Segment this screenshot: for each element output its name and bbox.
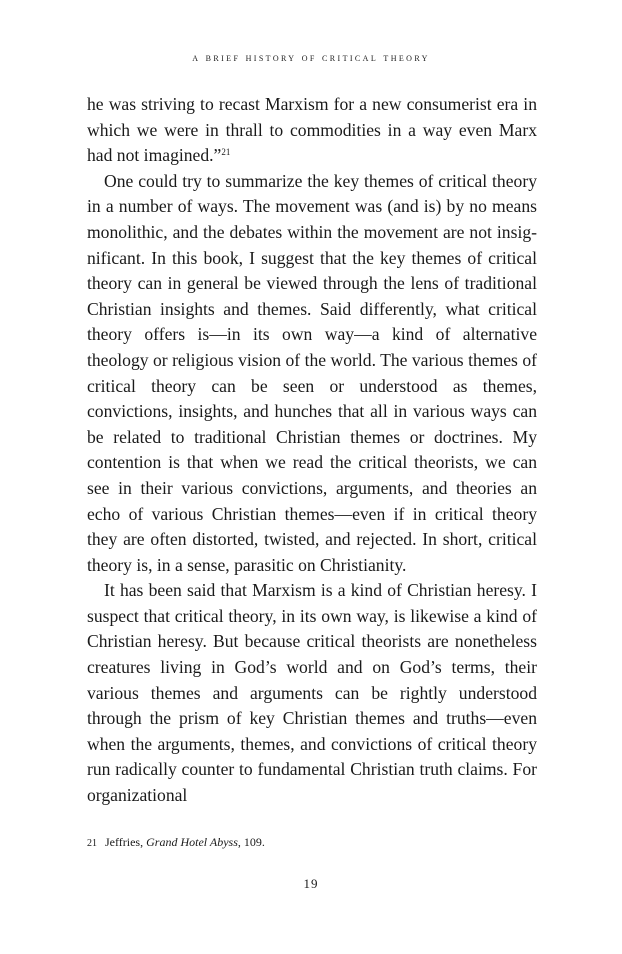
footnote-author: Jeffries, (105, 835, 144, 849)
page-number: 19 (303, 876, 319, 891)
footnote-page: , 109. (237, 835, 265, 849)
footnote-reference[interactable]: 21 (221, 147, 231, 158)
paragraph-1-text: he was striving to recast Marxism for a new consumerist era in which we were in thrall to commodities in a way even Marx had not imagined.” (87, 94, 537, 166)
paragraph-1 (87, 92, 537, 169)
paragraph-3: It has been said that Marxism is a kind of Christian heresy. I suspect that critical theory, in its own way, is likewise a kind of Christian heresy. But because critical theorists are nonetheless creatures living in God’s world and on God’s terms, their various themes and arguments can be rightly understood through the prism of key Christian themes and truths—even when the arguments, themes, and convictions of critical theory run radically counter to fundamental Christian truth claims. For organizational (87, 580, 537, 806)
footnote-number: 21 (87, 838, 97, 849)
body-text (87, 92, 537, 809)
footnote-title: Grand Hotel Abyss (146, 835, 238, 849)
running-head: a brief history of critical theory (192, 52, 430, 64)
footnote (87, 834, 537, 852)
paragraph-2: One could try to summarize the key themes of critical theory in a number of ways. The movement was (and is) by no means monolithic, and the debates within the movement are not insignificant. In this book, I suggest that the key themes of critical theory can in general be viewed through the lens of traditional Christian insights and themes. Said differently, what critical theory offers is—in its own way—a kind of alternative theology or religious vision of the world. The various themes of critical theory can be seen or understood as themes, convictions, insights, and hunches that all in various ways can be related to traditional Christian themes or doctrines. My contention is that when we read the critical theorists, we can see in their various convictions, arguments, and theories an echo of various Christian themes—even if in critical theory they are often distorted, twisted, and rejected. In short, critical theory is, in a sense, parasitic on Christianity. (87, 170, 537, 575)
